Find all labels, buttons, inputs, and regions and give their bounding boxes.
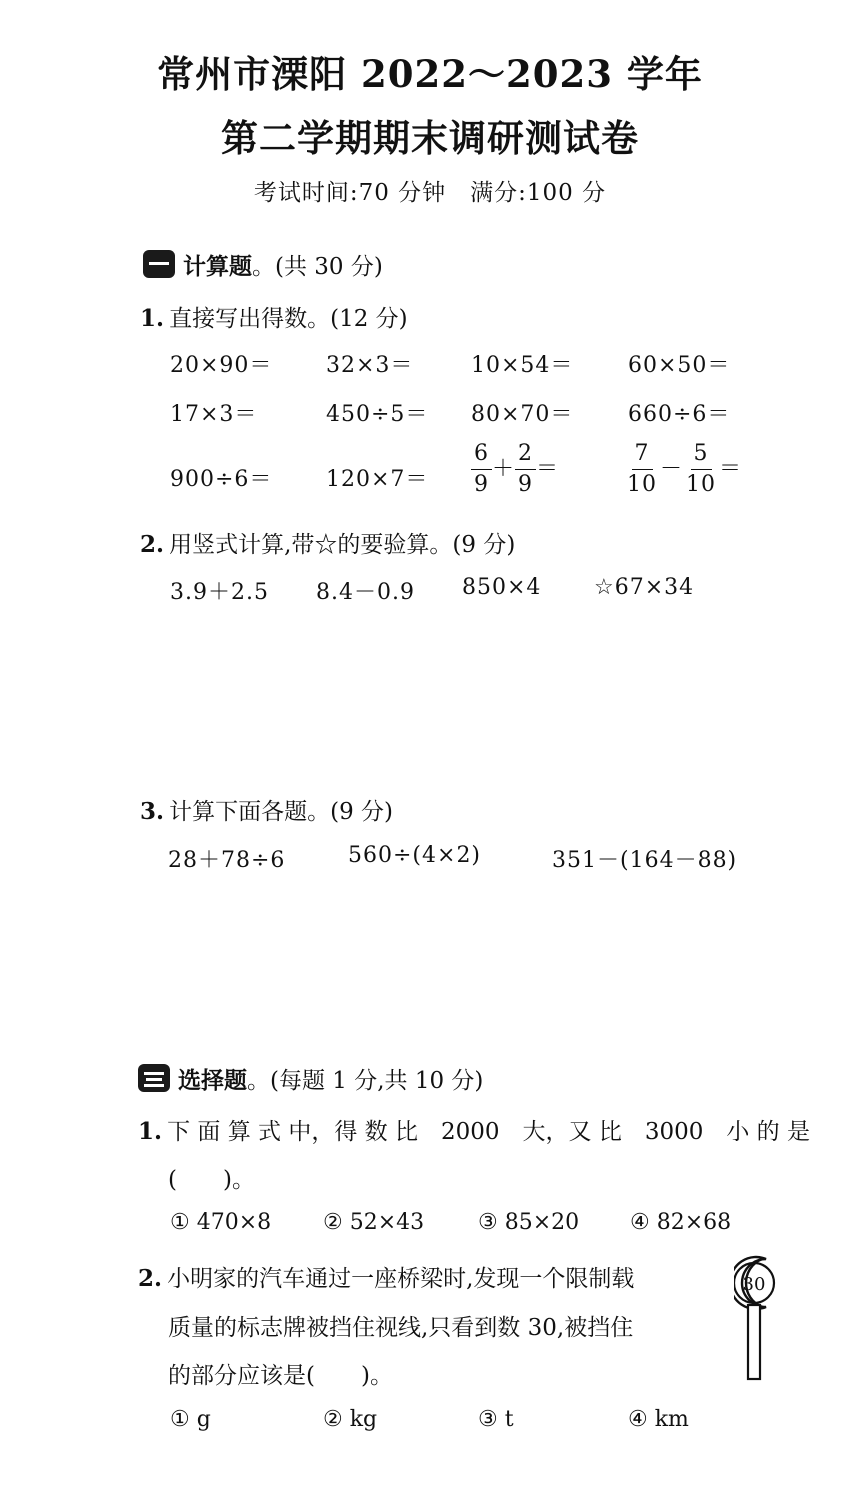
section1-heading bbox=[143, 248, 383, 281]
section2-label: 选择题 bbox=[178, 1067, 247, 1094]
section2-points: 。(每题 1 分,共 10 分) bbox=[247, 1068, 484, 1094]
calc-item: 80×70＝ bbox=[471, 402, 574, 427]
fraction-addition-item: $\frac{6}{9}$ ＋ $\frac{2}{9}$ ＝ bbox=[471, 443, 559, 496]
sign-number: 30 bbox=[742, 1274, 766, 1295]
calc-item: 32×3＝ bbox=[326, 353, 414, 378]
choice-option: ① 470×8 bbox=[170, 1210, 272, 1235]
question-number: 2. bbox=[140, 531, 165, 558]
section1-points: 。(共 30 分) bbox=[252, 254, 383, 280]
question-number: 1. bbox=[140, 305, 165, 332]
vertical-calc-item: 3.9＋2.5 bbox=[170, 580, 269, 605]
fraction: $\frac{5}{10}$ bbox=[686, 441, 717, 497]
exam-title-line2: 第二学期期末调研测试卷 bbox=[221, 116, 639, 160]
speed-limit-sign-icon bbox=[734, 1253, 784, 1381]
choice-option: ④ km bbox=[628, 1407, 689, 1432]
section-two-badge-icon bbox=[138, 1064, 170, 1092]
s2-q1-prompt bbox=[138, 1113, 810, 1146]
s1-q1-prompt bbox=[140, 300, 408, 333]
fraction-subtraction-item: $\frac{7}{10}$ － $\frac{5}{10}$ ＝ bbox=[624, 443, 742, 496]
question-text-continued: ( )。 bbox=[168, 1167, 255, 1193]
s1-q2-prompt bbox=[140, 526, 515, 559]
question-text: 用竖式计算,带☆的要验算。(9 分) bbox=[169, 532, 516, 558]
fraction: $\frac{2}{9}$ bbox=[515, 443, 536, 496]
calc-item: 28＋78÷6 bbox=[168, 848, 286, 873]
calc-item: 900÷6＝ bbox=[170, 467, 273, 492]
section-one-badge-icon bbox=[143, 250, 175, 278]
s2-q2-prompt bbox=[138, 1260, 634, 1293]
calc-item: 60×50＝ bbox=[628, 353, 731, 378]
s1-q3-prompt bbox=[140, 793, 393, 826]
calc-item: 560÷(4×2) bbox=[348, 843, 482, 868]
choice-option: ④ 82×68 bbox=[630, 1210, 732, 1235]
section2-heading bbox=[138, 1062, 483, 1095]
calc-item: 17×3＝ bbox=[170, 402, 258, 427]
section1-label: 计算题 bbox=[183, 253, 252, 280]
calc-item: 351－(164－88) bbox=[552, 848, 738, 873]
question-text: 计算下面各题。(9 分) bbox=[169, 799, 393, 825]
choice-option: ② kg bbox=[323, 1407, 378, 1432]
question-text-continued: 质量的标志牌被挡住视线,只看到数 30,被挡住 bbox=[168, 1315, 634, 1341]
choice-option: ② 52×43 bbox=[323, 1210, 425, 1235]
calc-item: 450÷5＝ bbox=[326, 402, 429, 427]
exam-title-line1: 常州市溧阳 2022～2023 学年 bbox=[157, 52, 703, 96]
fraction: $\frac{6}{9}$ bbox=[471, 443, 492, 496]
choice-option: ③ 85×20 bbox=[478, 1210, 580, 1235]
question-text: 下 面 算 式 中，得 数 比 2000 大，又 比 3000 小 的 是 bbox=[167, 1119, 810, 1145]
question-number: 2. bbox=[138, 1265, 163, 1292]
fraction: $\frac{7}{10}$ bbox=[627, 441, 657, 497]
choice-option: ③ t bbox=[478, 1407, 514, 1432]
calc-item: 20×90＝ bbox=[170, 353, 273, 378]
calc-item: 120×7＝ bbox=[326, 467, 429, 492]
question-number: 3. bbox=[140, 798, 165, 825]
vertical-calc-item: ☆67×34 bbox=[594, 575, 695, 600]
choice-option: ① g bbox=[170, 1407, 211, 1432]
question-text-continued: 的部分应该是( )。 bbox=[168, 1363, 393, 1389]
exam-info: 考试时间:70 分钟 满分:100 分 bbox=[253, 180, 607, 206]
question-number: 1. bbox=[138, 1118, 163, 1145]
vertical-calc-item: 850×4 bbox=[462, 575, 542, 600]
question-text: 小明家的汽车通过一座桥梁时,发现一个限制载 bbox=[167, 1266, 635, 1292]
calc-item: 10×54＝ bbox=[471, 353, 574, 378]
vertical-calc-item: 8.4－0.9 bbox=[316, 580, 415, 605]
calc-item: 660÷6＝ bbox=[628, 402, 731, 427]
question-text: 直接写出得数。(12 分) bbox=[169, 306, 408, 332]
